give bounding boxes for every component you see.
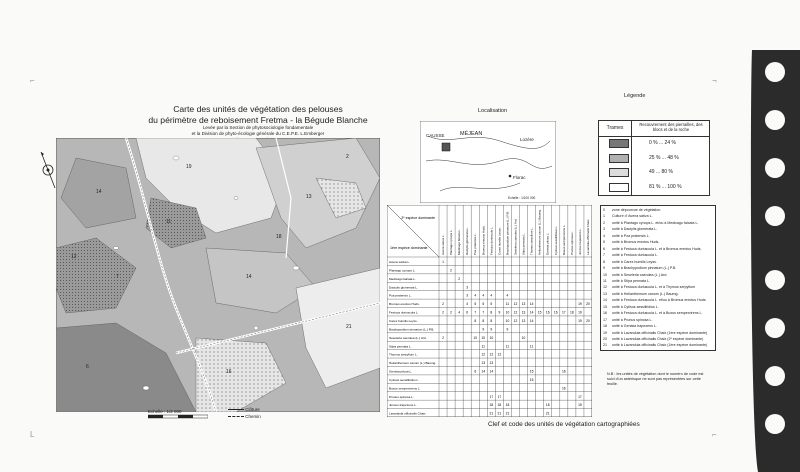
code-number: 9 — [603, 266, 605, 271]
code-description: unité à Lavandula officinalis Chaix (1ère espèce dominante) — [612, 343, 708, 348]
grid-cell-value: 5 — [482, 302, 485, 307]
localisation-title: Localisation — [478, 108, 508, 114]
code-item — [603, 311, 703, 315]
grid-row-header: Brachypodium pinnatum (L.) P.B. — [389, 327, 435, 332]
crop-mark: ⌐ — [30, 76, 35, 85]
title-line-4: et la Division de phyto-écologie générale du C.E.P.E. L.Emberger — [191, 131, 325, 136]
grid-cell-value: 15 — [529, 369, 534, 374]
grid-col-header: Poa pratensis L. — [473, 233, 478, 255]
svg-text:14: 14 — [246, 274, 252, 280]
grid-row-header: Dactylis glomerata L. — [389, 285, 418, 290]
grid-cell-value: 11 — [505, 302, 510, 307]
grid-cell-value: 2 — [450, 310, 453, 315]
code-number: 0 — [603, 208, 605, 212]
grid-row-header: Buxus sempervirens L. — [389, 386, 421, 391]
code-number: 15 — [603, 304, 607, 309]
grid-cell-value: 18 — [497, 403, 502, 408]
code-description: unité à Dactylis glomerata L. — [612, 227, 658, 232]
grid-cell-value: 10 — [505, 310, 510, 315]
code-item — [603, 305, 659, 309]
grid-col-header: Seseleria caerulea (L.) Ard. — [513, 218, 518, 255]
legend-row — [599, 151, 709, 165]
legend-title: Légende — [624, 93, 646, 99]
grid-row-header: Helianthemum canum (L.) Baumg. — [389, 361, 437, 366]
code-number: 19 — [603, 330, 607, 335]
loc-place: CAUSSE — [426, 133, 445, 138]
code-description: unité à Poa pratensis L. — [612, 233, 650, 238]
north-arrow-icon — [38, 150, 58, 190]
grid-cell-value: 12 — [513, 319, 518, 324]
note-text: N.B : les unités de végétation dont le numéro de code est suivi d'un astérisque ne sont pas représentées sur cette feuille. — [607, 372, 704, 386]
code-item — [603, 266, 676, 270]
grid-cell-value: 6 — [466, 310, 469, 315]
code-description: unité à Bromus erectus Huds. — [612, 240, 660, 245]
grid-cell-value: 3 — [466, 285, 469, 290]
chemin-label: Chemin — [245, 414, 261, 419]
grid-cell-value: 20 — [586, 319, 590, 324]
grid-cell-value: 17 — [489, 394, 494, 399]
legend-row-label: 0 % ... 24 % — [649, 140, 676, 146]
code-item — [603, 273, 667, 277]
code-item — [603, 253, 658, 257]
code-description: unité à Helianthemum canum (L.) Baumg. — [612, 291, 679, 296]
grid-cell-value: 4 — [506, 293, 509, 298]
grid-cell-value: 20 — [586, 302, 590, 307]
grid-cell-value: 14 — [481, 369, 486, 374]
grid-col-header: Helianthemum canum (L.) Baumg. — [537, 209, 542, 255]
grid-cell-value: 11 — [505, 344, 510, 349]
code-number: 1 — [603, 214, 605, 219]
code-description: unité à Prunus spinosa L. — [612, 317, 653, 322]
grid-cell-value: 12 — [489, 352, 494, 357]
code-item — [603, 292, 679, 296]
legend-col-trames: Trames — [606, 125, 624, 131]
scale-bar — [148, 414, 208, 420]
code-number: 20 — [603, 337, 607, 341]
svg-text:19: 19 — [186, 164, 192, 170]
grid-col-header: Brachypodium pinnatum (L.) P.B. — [505, 211, 510, 255]
legend-swatch — [609, 183, 629, 192]
code-item — [603, 279, 650, 283]
legend-row — [599, 165, 709, 179]
grid-cell-value: 4 — [474, 293, 477, 298]
title-line-1: Carte des unités de végétation des pelouses — [173, 104, 343, 114]
grid-corner-top: 2ᵉ espèce dominante — [401, 216, 435, 220]
grid-cell-value: 15 — [537, 310, 542, 315]
loc-place: Lozère — [520, 137, 534, 142]
crop-mark: L — [30, 430, 35, 439]
code-number: 5 — [603, 240, 605, 245]
grid-cell-value: 2 — [458, 276, 461, 281]
code-description: unité à Cytisus sessilifolius L. — [612, 304, 659, 309]
code-item — [603, 343, 707, 347]
code-item — [603, 221, 699, 225]
code-description: unité à Lavandula officinalis Chaix (2ᵉ espèce dominante) — [612, 337, 704, 341]
code-item — [603, 285, 695, 289]
grid-cell-value: 8 — [490, 319, 493, 324]
grid-row-header: Medicago falcata L. — [389, 276, 416, 281]
grid-cell-value: 19 — [578, 310, 582, 315]
code-description: unité à Festuca duriuscula L. et/ou à Bromus erectus Huds. — [612, 298, 707, 303]
grid-col-header: Buxus sempervirens L. — [561, 224, 566, 255]
code-item — [603, 331, 707, 335]
grid-cell-value: 14 — [529, 310, 534, 315]
grid-row-header: Stipa pennata L. — [389, 344, 412, 349]
grid-col-header: Cytisus sessilifolius L. — [553, 225, 558, 255]
grid-row-header: Avena sativa L. — [389, 260, 411, 265]
grid-row-header: Poa pratensis L. — [389, 293, 412, 298]
code-description: unité à Festuca duriuscula L. et à Buxus sempervirens L. — [612, 311, 703, 316]
code-number: 13 — [603, 291, 607, 296]
grid-cell-value: 11 — [529, 344, 534, 349]
legend-swatch — [609, 139, 629, 148]
grid-cell-value: 9 — [506, 327, 509, 332]
legend-swatch — [609, 168, 629, 177]
svg-text:12: 12 — [71, 254, 77, 260]
grid-col-header: Juncus trapezens L. — [577, 228, 582, 255]
grid-cell-value: 21 — [505, 411, 510, 416]
grid-cell-value: 10 — [505, 319, 510, 324]
grid-cell-value: 10 — [489, 335, 494, 340]
code-description: unité à Festuca duriuscula L. et à Thymus serpyllum — [612, 285, 696, 290]
grid-cell-value: 7 — [474, 310, 477, 315]
grid-cell-value: 16 — [561, 386, 566, 391]
grid-cell-value: 1 — [442, 260, 444, 265]
svg-text:14: 14 — [96, 189, 102, 195]
legend-box — [598, 120, 710, 196]
grid-cell-value: 12 — [497, 352, 502, 357]
code-item — [603, 208, 660, 212]
grid-col-header: Prunus spinosa L. — [569, 230, 574, 255]
legend-swatch — [609, 154, 629, 163]
legend-row — [599, 180, 709, 194]
grid-row-header: Carex humilis Leyss. — [389, 319, 418, 324]
cloture-label: Clôture — [245, 407, 260, 412]
code-number: 21 — [603, 343, 607, 348]
code-description: unité à Plantago cynops L. et/ou à Medicago falcata L. — [612, 220, 699, 225]
grid-cell-value: 16 — [545, 310, 550, 315]
code-item — [603, 214, 653, 218]
grid-cell-value: 12 — [513, 302, 518, 307]
svg-text:21: 21 — [346, 324, 352, 330]
loc-place: MÉJEAN — [460, 131, 483, 137]
grid-cell-value: 4 — [490, 293, 493, 298]
grid-cell-value: 2 — [450, 268, 453, 273]
scale-label: Echelle : 1/2 000 — [148, 409, 182, 414]
grid-cell-value: 8 — [490, 310, 493, 315]
grid-row-header: Thymus serpyllum L. — [389, 352, 418, 357]
grid-row-header: Lavandula officinalis Chaix — [389, 411, 426, 416]
legend-row-label: 81 % ... 100 % — [649, 183, 682, 190]
legend-row-label: 25 % ... 48 % — [649, 154, 679, 161]
grid-row-header: Seseleria caerulea (L.) Ard. — [389, 335, 427, 340]
grid-row-header: Juncus trapezens L. — [389, 403, 417, 408]
grid-cell-value: 10 — [521, 335, 526, 340]
grid-corner-bottom: 1ère espèce dominante — [390, 246, 428, 250]
code-item — [603, 240, 659, 244]
svg-text:18: 18 — [276, 234, 282, 240]
grid-col-header: Stipa pennata L. — [521, 233, 526, 255]
code-number: 10 — [603, 272, 607, 277]
grid-row-header: Festuca duriuscula L. — [389, 310, 419, 315]
grid-cell-value: 13 — [521, 302, 526, 307]
code-item — [603, 324, 657, 328]
code-number: 4 — [603, 233, 605, 238]
code-description: unité à Festuca duriuscula L. et à Bromus erectus Huds. — [612, 246, 702, 251]
code-description: unité à Genista trapezens L. — [612, 324, 657, 329]
grid-cell-value: 21 — [497, 411, 502, 416]
code-number: 18 — [603, 324, 607, 329]
legend-chemin — [228, 414, 261, 419]
grid-cell-value: 13 — [521, 310, 526, 315]
grid-cell-value: 19 — [578, 319, 582, 324]
loc-place: Florac — [513, 175, 526, 180]
grid-cell-value: 2 — [442, 302, 444, 307]
code-description: unité à Lavandula officinalis Chaix (1ère espèce dominante) — [612, 330, 708, 335]
grid-cell-value: 14 — [529, 302, 534, 307]
grid-cell-value: 4 — [458, 310, 461, 315]
grid-cell-value: 11 — [481, 344, 486, 349]
code-item — [603, 318, 653, 322]
code-number: 7 — [603, 253, 605, 258]
grid-cell-value: 14 — [489, 369, 494, 374]
code-list — [600, 205, 716, 351]
bottom-caption: Clef et code des unités de végétation cartographiées — [488, 421, 640, 428]
grid-col-header: Bromus erectus Huds. — [481, 225, 486, 255]
code-description: unité à Festuca duriuscula L. — [612, 253, 658, 258]
grid-cell-value: 21 — [545, 411, 550, 416]
grid-row-header: Cytisus sessilifolius L. — [389, 377, 420, 382]
title-line-2: du périmètre de reboisement Fretma - la Bégude Blanche — [148, 114, 368, 125]
species-key-grid — [387, 205, 592, 417]
grid-col-header: Medicago falcata L. — [457, 228, 462, 255]
code-description: unité à Stipa pennata L. — [612, 278, 650, 283]
grid-cell-value: 9 — [482, 327, 485, 332]
grid-cell-value: 8 — [474, 319, 477, 324]
grid-cell-value: 8 — [482, 319, 485, 324]
grid-cell-value: 13 — [489, 361, 494, 366]
code-number: 8 — [603, 259, 605, 264]
grid-col-header: Thymus serpyllum L. — [529, 227, 534, 255]
legend-row-label: 49 ... 80 % — [649, 169, 673, 175]
grid-row-header: Prunus spinosa L. — [389, 394, 414, 399]
code-number: 2 — [603, 220, 605, 225]
grid-cell-value: 15 — [529, 377, 534, 382]
grid-cell-value: 17 — [561, 310, 566, 315]
code-item — [603, 247, 702, 251]
code-description: zone dépourvue de végétation — [612, 208, 661, 212]
code-item — [603, 260, 657, 264]
grid-col-header: Plantago cynops L. — [449, 229, 454, 255]
grid-cell-value: 14 — [529, 319, 534, 324]
grid-cell-value: 2 — [442, 310, 444, 315]
grid-row-header: Genista pilosa L. — [389, 369, 413, 374]
code-description: unité à Brachypodium pinnatum (L.) P.B. — [612, 266, 677, 271]
code-number: 11 — [603, 278, 607, 283]
code-description: unité à Carex humilis Leyss. — [612, 259, 657, 264]
binder-strip — [742, 50, 800, 472]
grid-cell-value: 19 — [578, 302, 582, 307]
grid-cell-value: 5 — [474, 302, 477, 307]
grid-cell-value: 16 — [561, 369, 566, 374]
loc-scale: Echelle : 1/100 000 — [508, 196, 536, 200]
grid-cell-value: 3 — [466, 293, 469, 298]
legend-row — [599, 136, 709, 150]
legend-cloture — [228, 407, 260, 412]
grid-col-header: Dactylis glomerata L. — [465, 226, 470, 255]
code-description: unité à Seseleria caerulea (L.) Ard. — [612, 272, 668, 277]
grid-cell-value: 10 — [481, 335, 486, 340]
grid-cell-value: 6 — [474, 369, 477, 374]
code-description: Culture d' Avena sativa L. — [612, 214, 653, 219]
code-item — [603, 227, 657, 231]
grid-cell-value: 18 — [489, 403, 494, 408]
grid-row-header: Bromus erectus Huds. — [389, 302, 420, 307]
grid-cell-value: 13 — [481, 361, 486, 366]
grid-cell-value: 9 — [490, 327, 493, 332]
grid-cell-value: 12 — [513, 310, 518, 315]
code-number: 12 — [603, 285, 607, 290]
grid-cell-value: 18 — [545, 403, 550, 408]
code-number: 16 — [603, 311, 607, 316]
grid-cell-value: 2 — [442, 335, 444, 340]
grid-cell-value: 4 — [466, 302, 469, 307]
title-line-3: Levée par la Section de phytosociologie fondamentale — [202, 125, 314, 130]
grid-cell-value: 13 — [521, 319, 526, 324]
grid-cell-value: 7 — [482, 310, 485, 315]
code-item — [603, 234, 650, 238]
grid-cell-value: 5 — [490, 302, 493, 307]
grid-col-header: Lavandula officinalis Chaix — [585, 219, 590, 255]
code-number: 17 — [603, 317, 607, 322]
grid-cell-value: 17 — [497, 394, 502, 399]
code-item — [603, 298, 707, 302]
grid-cell-value: 19 — [578, 403, 582, 408]
grid-row-header: Plantago cynops L. — [389, 268, 416, 273]
grid-col-header: Genista pilosa L. — [545, 232, 550, 255]
svg-text:13: 13 — [306, 194, 312, 200]
grid-cell-value: 18 — [570, 310, 574, 315]
grid-cell-value: 4 — [482, 293, 485, 298]
crop-mark: ⌐ — [712, 430, 717, 439]
svg-text:2: 2 — [346, 154, 349, 160]
grid-cell-value: 10 — [473, 335, 478, 340]
legend-header — [599, 121, 709, 137]
grid-col-header: Carex humilis Leyss. — [497, 227, 502, 255]
grid-col-header: Festuca duriuscula L. — [489, 226, 494, 255]
svg-text:7: 7 — [116, 274, 119, 280]
vegetation-map — [56, 138, 380, 412]
svg-text:16: 16 — [226, 369, 232, 375]
legend-col-recouvrement: Recouvrement des pierrailles, des blocs et de la roche — [639, 122, 703, 132]
grid-cell-value: 21 — [489, 411, 494, 416]
localisation-map — [420, 121, 556, 203]
code-number: 14 — [603, 298, 607, 303]
code-number: 3 — [603, 227, 605, 232]
grid-col-header: Avena sativa L. — [441, 234, 446, 255]
grid-cell-value: 18 — [505, 403, 510, 408]
code-number: 6 — [603, 246, 605, 251]
code-item — [603, 337, 703, 341]
grid-cell-value: 12 — [481, 352, 486, 357]
svg-text:6: 6 — [86, 364, 89, 370]
map-scale — [148, 409, 208, 421]
grid-cell-value: 17 — [578, 394, 582, 399]
svg-text:11: 11 — [166, 219, 172, 225]
crop-mark: ¬ — [712, 76, 717, 85]
grid-cell-value: 9 — [498, 310, 501, 315]
grid-cell-value: 16 — [553, 310, 558, 315]
